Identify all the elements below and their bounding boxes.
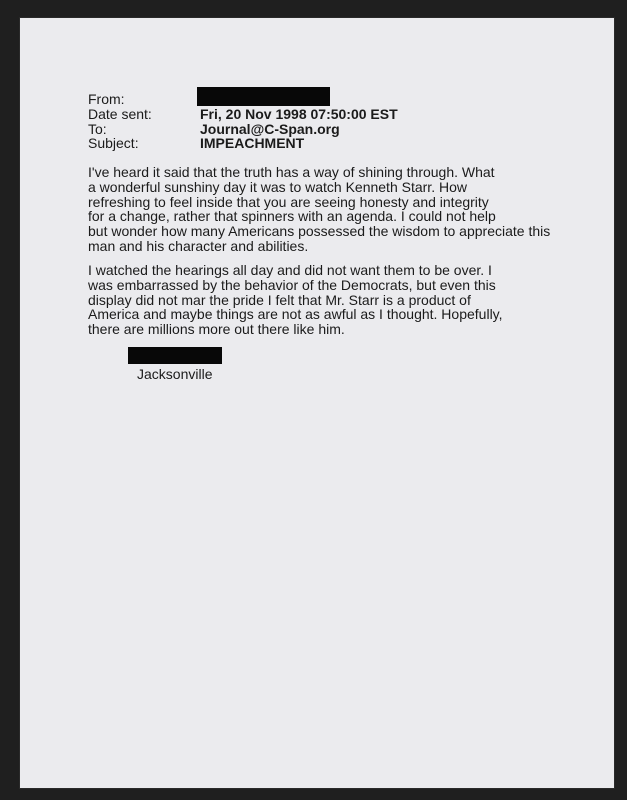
body-paragraph-1 <box>88 165 588 254</box>
body-paragraph-2 <box>88 263 588 337</box>
date-value: Fri, 20 Nov 1998 07:50:00 EST <box>200 106 398 122</box>
body-line: refreshing to feel inside that you are seeing honesty and integrity <box>88 193 489 210</box>
subject-row <box>88 136 488 154</box>
body-line: I've heard it said that the truth has a way of shining through. What <box>88 164 495 180</box>
body-line: but wonder how many Americans possessed the wisdom to appreciate this <box>88 223 551 240</box>
redacted-sender <box>197 87 330 106</box>
body-line: a wonderful sunshiny day it was to watch Kenneth Starr. How <box>88 178 467 195</box>
body-line: America and maybe things are not as awful as I thought. Hopefully, <box>88 306 503 323</box>
subject-label: Subject: <box>88 135 139 151</box>
body-line: man and his character and abilities. <box>88 237 309 254</box>
subject-value: IMPEACHMENT <box>200 135 305 151</box>
body-line: there are millions more out there like him. <box>88 321 345 338</box>
signature-city: Jacksonville <box>137 366 213 382</box>
body-line: display did not mar the pride I felt that Mr. Starr is a product of <box>88 291 471 308</box>
body-line: I watched the hearings all day and did not want them to be over. I <box>88 262 492 278</box>
redacted-signature-name <box>128 347 222 364</box>
document-page <box>20 18 614 788</box>
body-line: was embarrassed by the behavior of the Democrats, but even this <box>88 276 496 293</box>
from-label: From: <box>88 91 125 107</box>
date-label: Date sent: <box>88 106 152 122</box>
to-label: To: <box>88 121 107 137</box>
to-value: Journal@C-Span.org <box>200 121 340 137</box>
body-line: for a change, rather that spinners with an agenda. I could not help <box>88 208 496 225</box>
